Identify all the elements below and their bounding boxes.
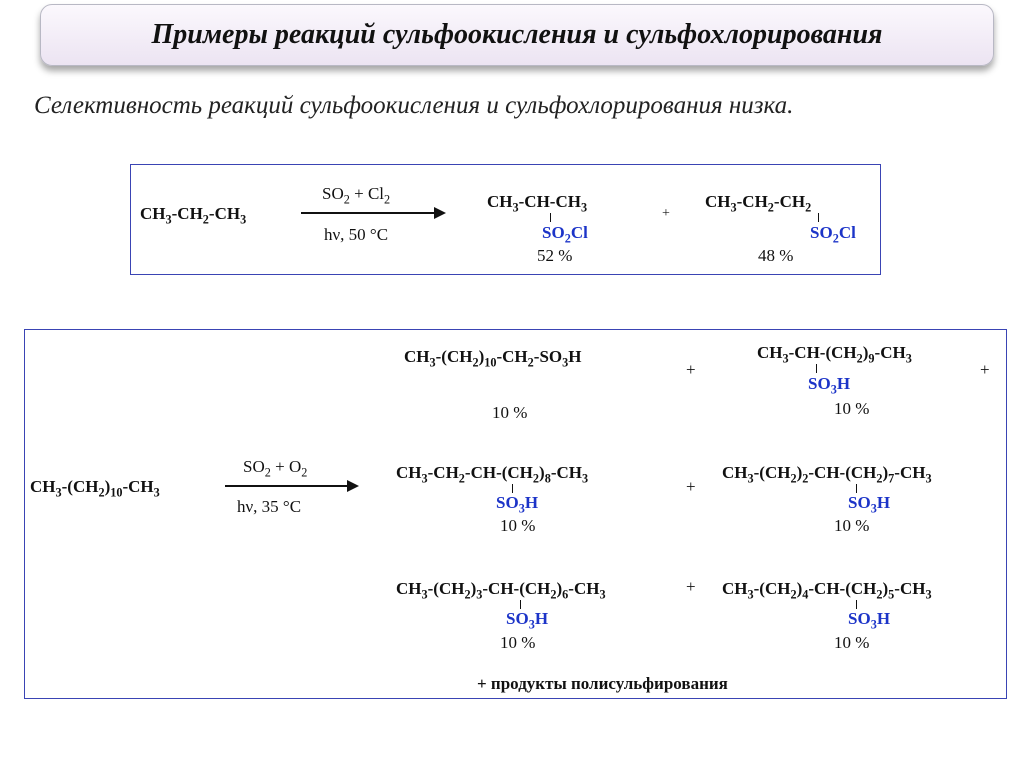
r2-product-2-yield: 10 % [834,399,870,418]
r1-product-1-yield: 52 % [537,246,573,265]
r2-product-2-bond [816,364,817,373]
r2-product-4: $CH_3-(CH_2)_2-CH-(CH_2)_7-CH_3$ [722,463,932,486]
r1-product-1-bond [550,213,551,222]
r2-product-6-bond [856,600,857,609]
r2-product-2: $CH_3-CH-(CH_2)_9-CH_3$ [757,343,912,366]
r1-product-2-bond [818,213,819,222]
r1-arrow [301,212,444,214]
r1-product-2-yield: 48 % [758,246,794,265]
page-title: Примеры реакций сульфоокисления и сульфохлорирования [151,19,883,50]
r1-plus: + [662,206,670,221]
r2-product-6: $CH_3-(CH_2)_4-CH-(CH_2)_5-CH_3$ [722,579,932,602]
r2-plus-1: + [686,360,696,379]
r2-product-3-group: $SO_3H$ [496,493,539,516]
r1-conditions: hν, 50 °C [324,225,389,244]
r2-reactant: $CH_3-(CH_2)_{10}-CH_3$ [30,477,160,500]
r2-product-1-yield: 10 % [492,403,528,422]
r1-product-2: $CH_3-CH_2-CH_2$ [705,192,812,215]
r2-product-4-yield: 10 % [834,516,870,535]
r2-product-5-yield: 10 % [500,633,536,652]
r1-reagents: $SO_2 + Cl_2$ [322,184,391,207]
r2-plus-4: + [686,577,696,596]
r2-plus-3: + [686,477,696,496]
r2-product-3-bond [512,484,513,493]
r1-product-1-group: $SO_2Cl$ [542,223,588,246]
r2-product-5: $CH_3-(CH_2)_3-CH-(CH_2)_6-CH_3$ [396,579,606,602]
r2-plus-2: + [980,360,990,379]
r2-product-5-group: $SO_3H$ [506,609,549,632]
title-banner [40,4,994,66]
r2-arrow [225,485,357,487]
r1-reactant: $CH_3-CH_2-CH_3$ [140,204,247,227]
r2-product-4-group: $SO_3H$ [848,493,891,516]
r2-product-5-bond [520,600,521,609]
r2-product-2-group: $SO_3H$ [808,374,851,397]
r2-product-1: $CH_3-(CH_2)_{10}-CH_2-SO_3H$ [404,347,582,370]
r2-product-3: $CH_3-CH_2-CH-(CH_2)_8-CH_3$ [396,463,589,486]
subtitle: Селективность реакций сульфоокисления и сульфохлорирования низка. [34,92,794,119]
r2-reagents: $SO_2 + O_2$ [243,457,308,480]
r2-product-4-bond [856,484,857,493]
r2-conditions: hν, 35 °C [237,497,302,516]
r2-product-6-group: $SO_3H$ [848,609,891,632]
r1-product-1: $CH_3-CH-CH_3$ [487,192,588,215]
r1-product-2-group: $SO_2Cl$ [810,223,856,246]
r2-product-3-yield: 10 % [500,516,536,535]
r2-footnote: + продукты полисульфирования [477,674,728,693]
r2-product-6-yield: 10 % [834,633,870,652]
